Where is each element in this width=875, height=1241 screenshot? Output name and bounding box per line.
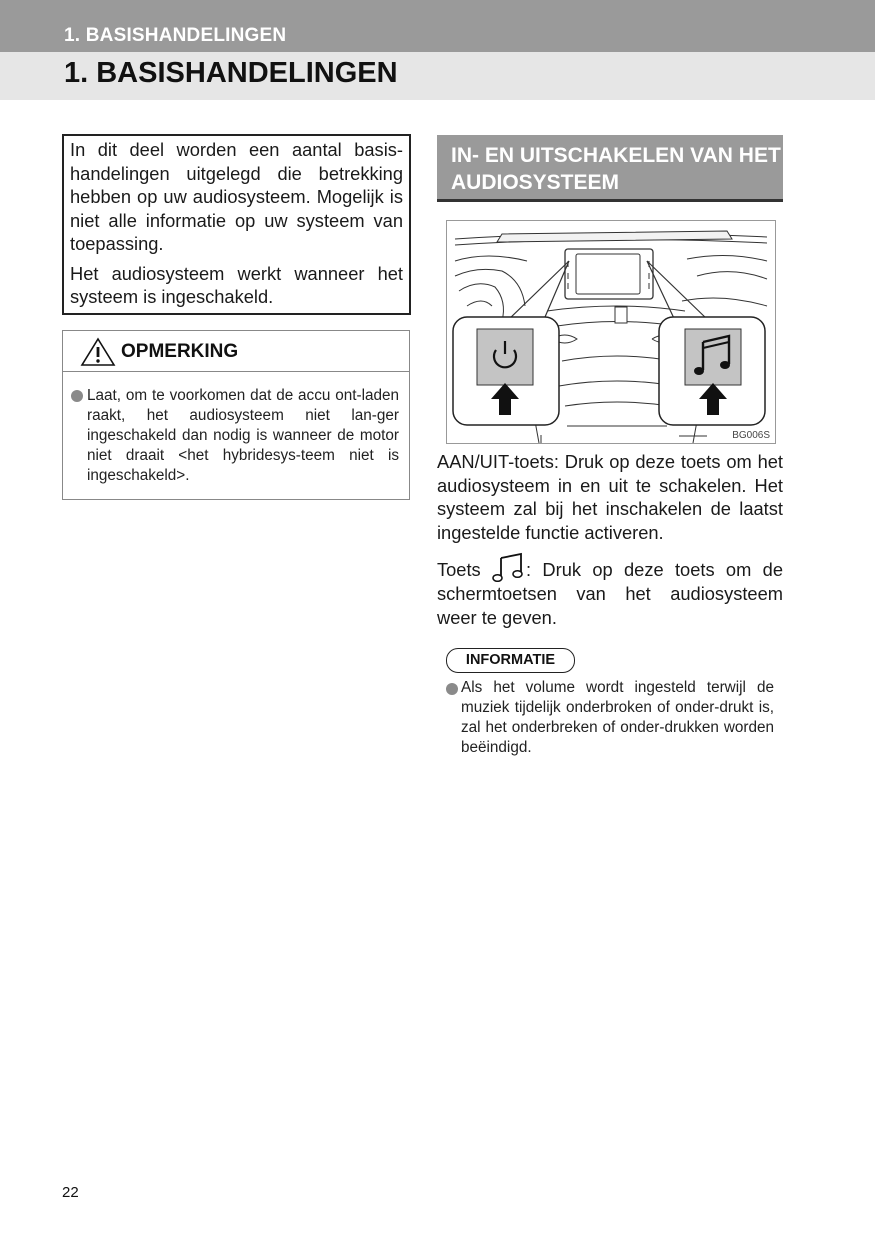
caution-text: Laat, om te voorkomen dat de accu ont-laden raakt, het audiosysteem niet lan-ger ingeschakeld dan nodig is wanneer de motor niet draait <het hybridesys-teem niet is ingeschakeld>. (87, 387, 399, 484)
toets-prefix: Toets (437, 559, 481, 580)
page-number: 22 (62, 1184, 79, 1201)
section-heading (437, 135, 783, 202)
info-body (446, 678, 774, 758)
music-note-icon (492, 552, 526, 582)
power-button-callout (453, 317, 559, 425)
toets-suffix: : Druk op deze toets om de schermtoetsen van het audiosysteem weer te geven. (437, 559, 783, 628)
intro-box (62, 134, 411, 315)
figure-code: BG006S (732, 430, 770, 441)
intro-paragraph-1: In dit deel worden een aantal basis-handelingen uitgelegd die betrekking hebben op uw audiosysteem. Mogelijk is niet alle informatie op uw systeem van toepassing. (70, 139, 403, 254)
power-description: AAN/UIT-toets: Druk op deze toets om het audiosysteem in en uit te schakelen. Het systeem zal bij het inschakelen de laatst ingestelde functie activeren. (437, 451, 783, 543)
info-label: INFORMATIE (446, 648, 575, 673)
caution-header (63, 331, 409, 372)
dashboard-drawing (447, 221, 775, 443)
audio-button-callout (659, 317, 765, 425)
dashboard-illustration (446, 220, 776, 444)
caution-body (63, 372, 409, 486)
intro-paragraph-2: Het audiosysteem werkt wanneer het systeem is ingeschakeld. (70, 262, 403, 307)
warning-triangle-icon (80, 337, 116, 367)
bullet-icon (71, 390, 83, 402)
info-text: Als het volume wordt ingesteld terwijl de muziek tijdelijk onderbroken of onder-drukt is, zal het onderbreken of onder-drukken worden beëindigd. (461, 679, 774, 756)
section-label: 1. BASISHANDELINGEN (64, 25, 287, 46)
caution-title: OPMERKING (121, 341, 239, 362)
section-title: IN- EN UITSCHAKELEN VAN HET AUDIOSYSTEEM (451, 144, 781, 194)
audio-key-description (437, 552, 783, 629)
caution-box (62, 330, 410, 500)
bullet-icon (446, 683, 458, 695)
page-title: 1. BASISHANDELINGEN (64, 57, 398, 89)
